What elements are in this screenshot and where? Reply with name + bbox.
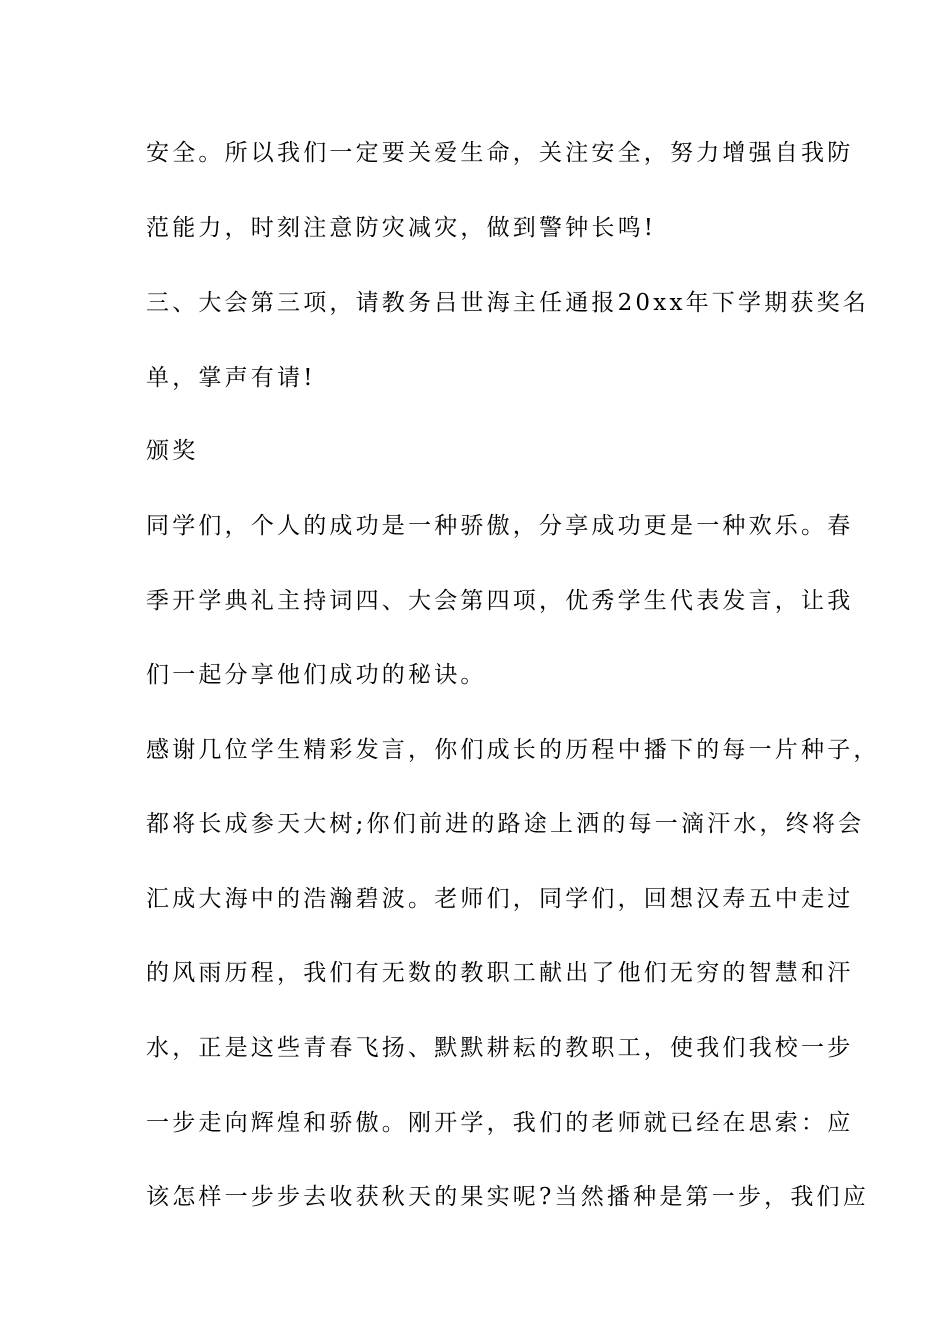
text-line: 三、大会第三项，请教务吕世海主任通报20xx年下学期获奖名 (146, 290, 870, 316)
text-line: 感谢几位学生精彩发言，你们成长的历程中播下的每一片种子， (146, 737, 880, 763)
text-line: 季开学典礼主持词四、大会第四项，优秀学生代表发言，让我 (146, 588, 854, 614)
section-heading: 颁奖 (146, 438, 199, 464)
text-line: 该怎样一步步去收获秋天的果实呢?当然播种是第一步，我们应 (146, 1184, 869, 1210)
text-line: 同学们，个人的成功是一种骄傲，分享成功更是一种欢乐。春 (146, 513, 854, 539)
text-line: 安全。所以我们一定要关爱生命，关注安全，努力增强自我防 (146, 140, 854, 166)
text-line: 一步走向辉煌和骄傲。刚开学，我们的老师就已经在思索：应 (146, 1110, 854, 1136)
text-line: 们一起分享他们成功的秘诀。 (146, 662, 487, 688)
text-line: 水，正是这些青春飞扬、默默耕耘的教职工，使我们我校一步 (146, 1035, 854, 1061)
text-line: 汇成大海中的浩瀚碧波。老师们，同学们，回想汉寿五中走过 (146, 886, 854, 912)
text-line: 的风雨历程，我们有无数的教职工献出了他们无穷的智慧和汗 (146, 960, 854, 986)
text-line: 都将长成参天大树;你们前进的路途上洒的每一滴汗水，终将会 (146, 811, 865, 837)
text-line: 范能力，时刻注意防灾减灾，做到警钟长鸣! (146, 215, 657, 241)
text-line: 单，掌声有请! (146, 365, 316, 391)
